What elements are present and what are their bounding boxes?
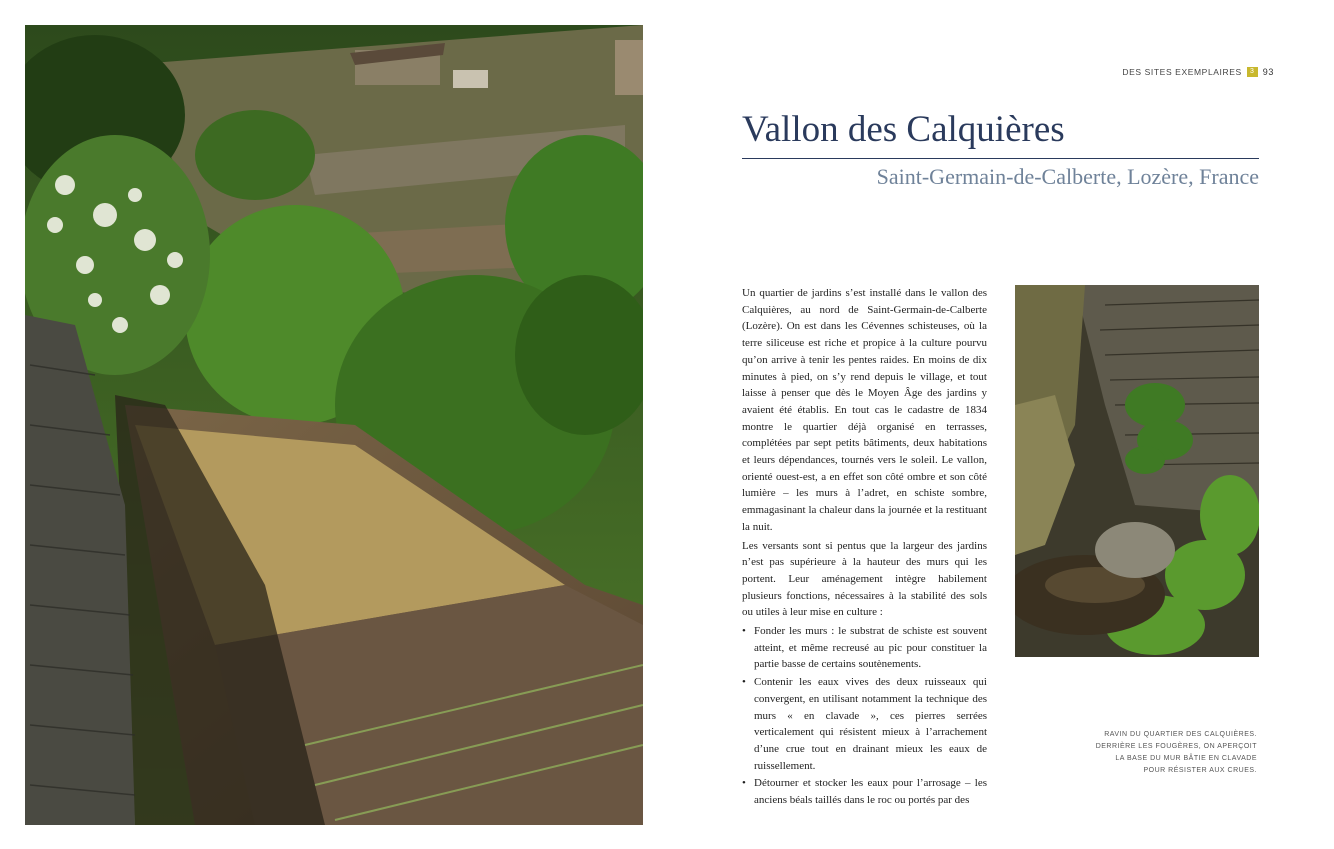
body-text: [742, 285, 987, 810]
running-header: [1122, 67, 1274, 77]
terraced-gardens-photo: [25, 25, 643, 825]
body-paragraph: Les versants sont si pentus que la largeur des jardins n’est pas supérieure à la hauteur des murs qui les portent. Leur aménagement intègre habilement plusieurs fonctions, nécessaires à la stabilité des sols ou utiles à leur mise en culture :: [742, 539, 987, 619]
photo-caption: [1067, 729, 1257, 777]
caption-line: LA BASE DU MUR BÂTIE EN CLAVADE: [1115, 755, 1257, 762]
title-rule: [742, 158, 1259, 159]
caption-line: RAVIN DU QUARTIER DES CALQUIÈRES.: [1104, 731, 1257, 738]
bullet-list: [742, 623, 987, 809]
page-subtitle: Saint-Germain-de-Calberte, Lozère, France: [876, 164, 1259, 189]
body-paragraph: Un quartier de jardins s’est installé dans le vallon des Calquières, au nord de Saint-Germain-de-Calberte (Lozère). On est dans les Cévennes schisteuses, où la terre siliceuse est riche et propice à la culture pourvu qu’on arrive à tenir les pentes raides. En moins de dix minutes à pied, on s’y rend depuis le village, et tout laisse à penser que dès le Moyen Âge des jardins y avaient été établis. En tout cas le cadastre de 1834 montre le quartier déjà organisé en terrasses, complétées par sept petits bâtiments, deux habitations et leurs dépendances, tournés vers le soleil. Le vallon, orienté ouest-est, a en effet son côté ombre et son côté lumière – les murs à l’adret, en schiste sombre, emmagasinant la chaleur dans la journée et la restituant la nuit.: [742, 287, 987, 533]
chapter-marker: 3: [1247, 67, 1258, 77]
caption-line: POUR RÉSISTER AUX CRUES.: [1143, 767, 1257, 774]
section-label: DES SITES EXEMPLAIRES: [1122, 67, 1242, 77]
ravine-photo: [1015, 285, 1259, 657]
caption-line: DERRIÈRE LES FOUGÈRES, ON APERÇOIT: [1095, 743, 1257, 750]
page-number: 93: [1262, 67, 1274, 77]
list-item: • Contenir les eaux vives des deux ruisseaux qui convergent, en utilisant notamment la technique des murs « en clavade », ces pierres serrées verticalement qui résistent mieux à l’arrachement d’une crue tout en drainant mieux les eaux de ruissellement.: [742, 674, 987, 774]
list-item: • Détourner et stocker les eaux pour l’arrosage – les anciens béals taillés dans le roc ou portés par des: [742, 775, 987, 808]
list-item: • Fonder les murs : le substrat de schiste est souvent atteint, et même recreusé au pic pour constituer la partie basse de certains soutènements.: [742, 623, 987, 673]
page-title: Vallon des Calquières: [742, 109, 1065, 150]
